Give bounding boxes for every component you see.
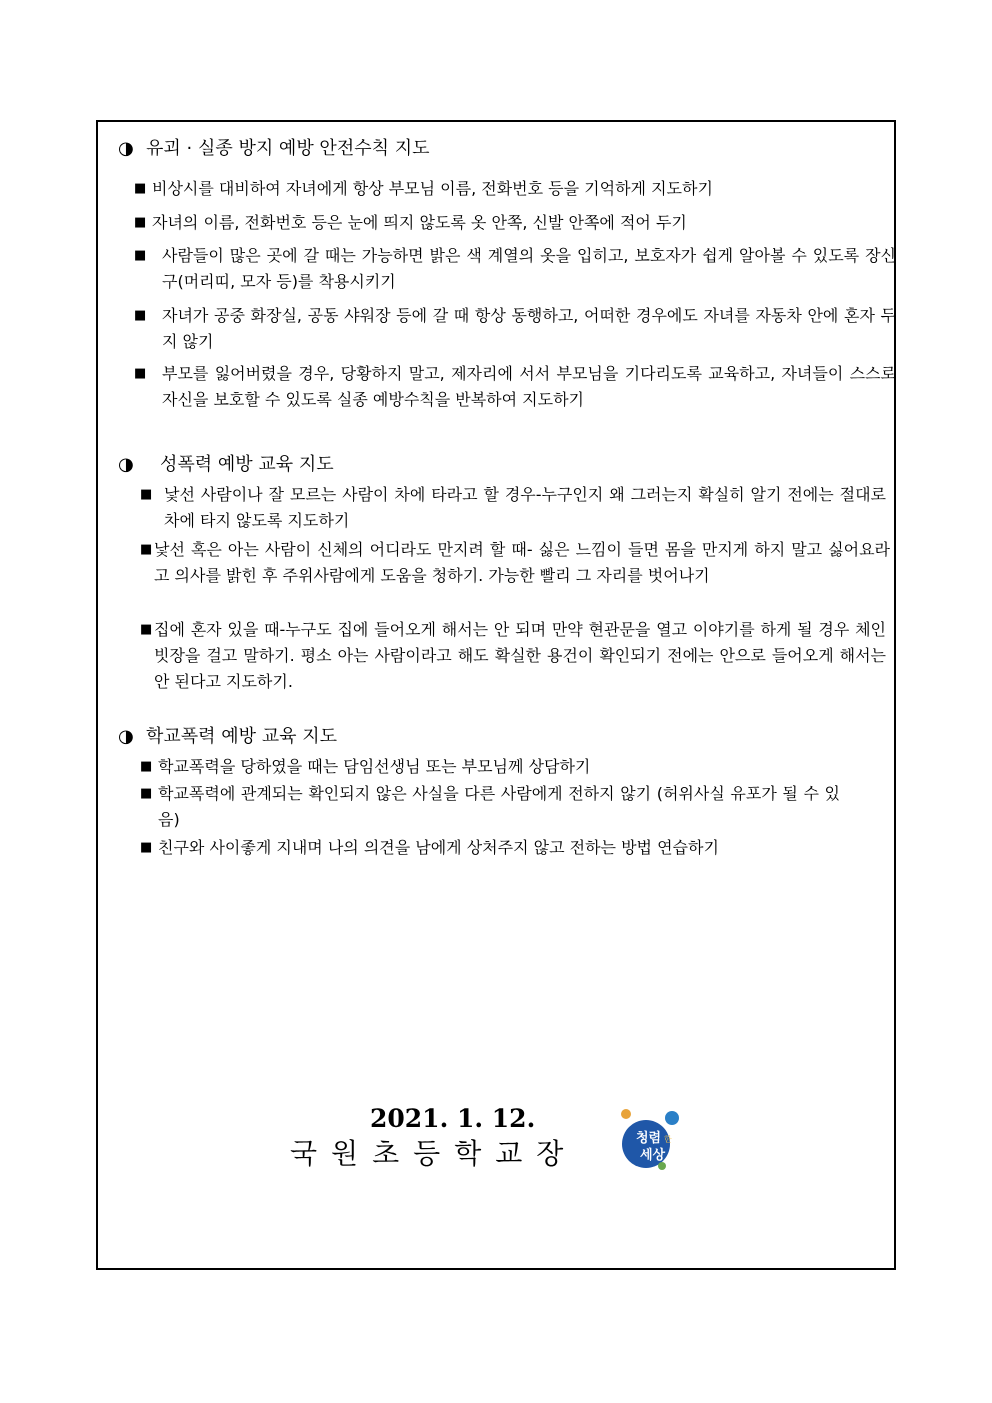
square-bullet-icon: ■ xyxy=(140,786,153,801)
half-circle-icon: ◑ xyxy=(118,454,134,475)
list-item: ■ 집에 혼자 있을 때-누구도 집에 들어오게 해서는 안 되며 만약 현관문을 열고 이야기를 하게 될 경우 체인 빗장을 걸고 말하기. 평소 아는 사람이라고 해도 확실한 용건이 확인되기 전에는 안으로 들어오게 해서는 안 된다고 지도하기. xyxy=(140,617,886,695)
square-bullet-icon: ■ xyxy=(134,366,147,381)
list-item: ■ 학교폭력을 당하였을 때는 담임선생님 또는 부모님께 상담하기 xyxy=(140,754,880,780)
principal-signature: 국원초등학교장 xyxy=(290,1137,578,1170)
list-item: ■ 자녀가 공중 화장실, 공동 샤워장 등에 갈 때 항상 동행하고, 어떠한 경우에도 자녀를 자동차 안에 혼자 두지 않기 xyxy=(134,303,896,355)
square-bullet-icon: ■ xyxy=(140,622,153,637)
square-bullet-icon: ■ xyxy=(134,181,147,196)
list-item: ■ 자녀의 이름, 전화번호 등은 눈에 띄지 않도록 옷 안쪽, 신발 안쪽에 적어 두기 xyxy=(134,210,874,236)
cheongryeom-logo-icon xyxy=(612,1104,684,1176)
logo-text-top: 청렴 xyxy=(636,1131,662,1146)
square-bullet-icon: ■ xyxy=(140,487,153,502)
square-bullet-icon: ■ xyxy=(140,542,153,557)
section-title-sexual-violence: ◑ 성폭력 예방 교육 지도 xyxy=(118,454,334,475)
square-bullet-icon: ■ xyxy=(134,308,147,323)
list-item: ■ 친구와 사이좋게 지내며 나의 의견을 남에게 상처주지 않고 전하는 방법 연습하기 xyxy=(140,835,880,861)
list-item: ■ 낯선 혹은 아는 사람이 신체의 어디라도 만지려 할 때- 싫은 느낌이 들면 몸을 만지게 하지 말고 싫어요라고 의사를 밝힌 후 주위사람에게 도움을 청하기. 가능한 빨리 그 자리를 벗어나기 xyxy=(140,537,890,589)
logo-text-bottom: 세상 xyxy=(640,1148,666,1163)
list-item: ■ 부모를 잃어버렸을 경우, 당황하지 말고, 제자리에 서서 부모님을 기다리도록 교육하고, 자녀들이 스스로 자신을 보호할 수 있도록 실종 예방수칙을 반복하여 지도하기 xyxy=(134,361,896,413)
list-item: ■ 비상시를 대비하여 자녀에게 항상 부모님 이름, 전화번호 등을 기억하게 지도하기 xyxy=(134,176,874,202)
half-circle-icon: ◑ xyxy=(118,138,134,159)
section-title-abduction: ◑ 유괴 · 실종 방지 예방 안전수칙 지도 xyxy=(118,138,430,159)
square-bullet-icon: ■ xyxy=(134,215,147,230)
list-item: ■ 학교폭력에 관계되는 확인되지 않은 사실을 다른 사람에게 전하지 않기 (허위사실 유포가 될 수 있음) xyxy=(140,781,840,833)
square-bullet-icon: ■ xyxy=(140,759,153,774)
list-item: ■ 사람들이 많은 곳에 갈 때는 가능하면 밝은 색 계열의 옷을 입히고, 보호자가 쉽게 알아볼 수 있도록 장신구(머리띠, 모자 등)를 착용시키기 xyxy=(134,243,896,295)
section-title-school-violence: ◑ 학교폭력 예방 교육 지도 xyxy=(118,726,338,747)
list-item: ■ 낯선 사람이나 잘 모르는 사람이 차에 타라고 할 경우-누구인지 왜 그러는지 확실히 알기 전에는 절대로 차에 타지 않도록 지도하기 xyxy=(140,482,886,534)
logo-text-small: 한 xyxy=(664,1135,672,1144)
square-bullet-icon: ■ xyxy=(140,840,153,855)
document-date: 2021. 1. 12. xyxy=(370,1104,536,1133)
half-circle-icon: ◑ xyxy=(118,726,134,747)
square-bullet-icon: ■ xyxy=(134,248,147,263)
